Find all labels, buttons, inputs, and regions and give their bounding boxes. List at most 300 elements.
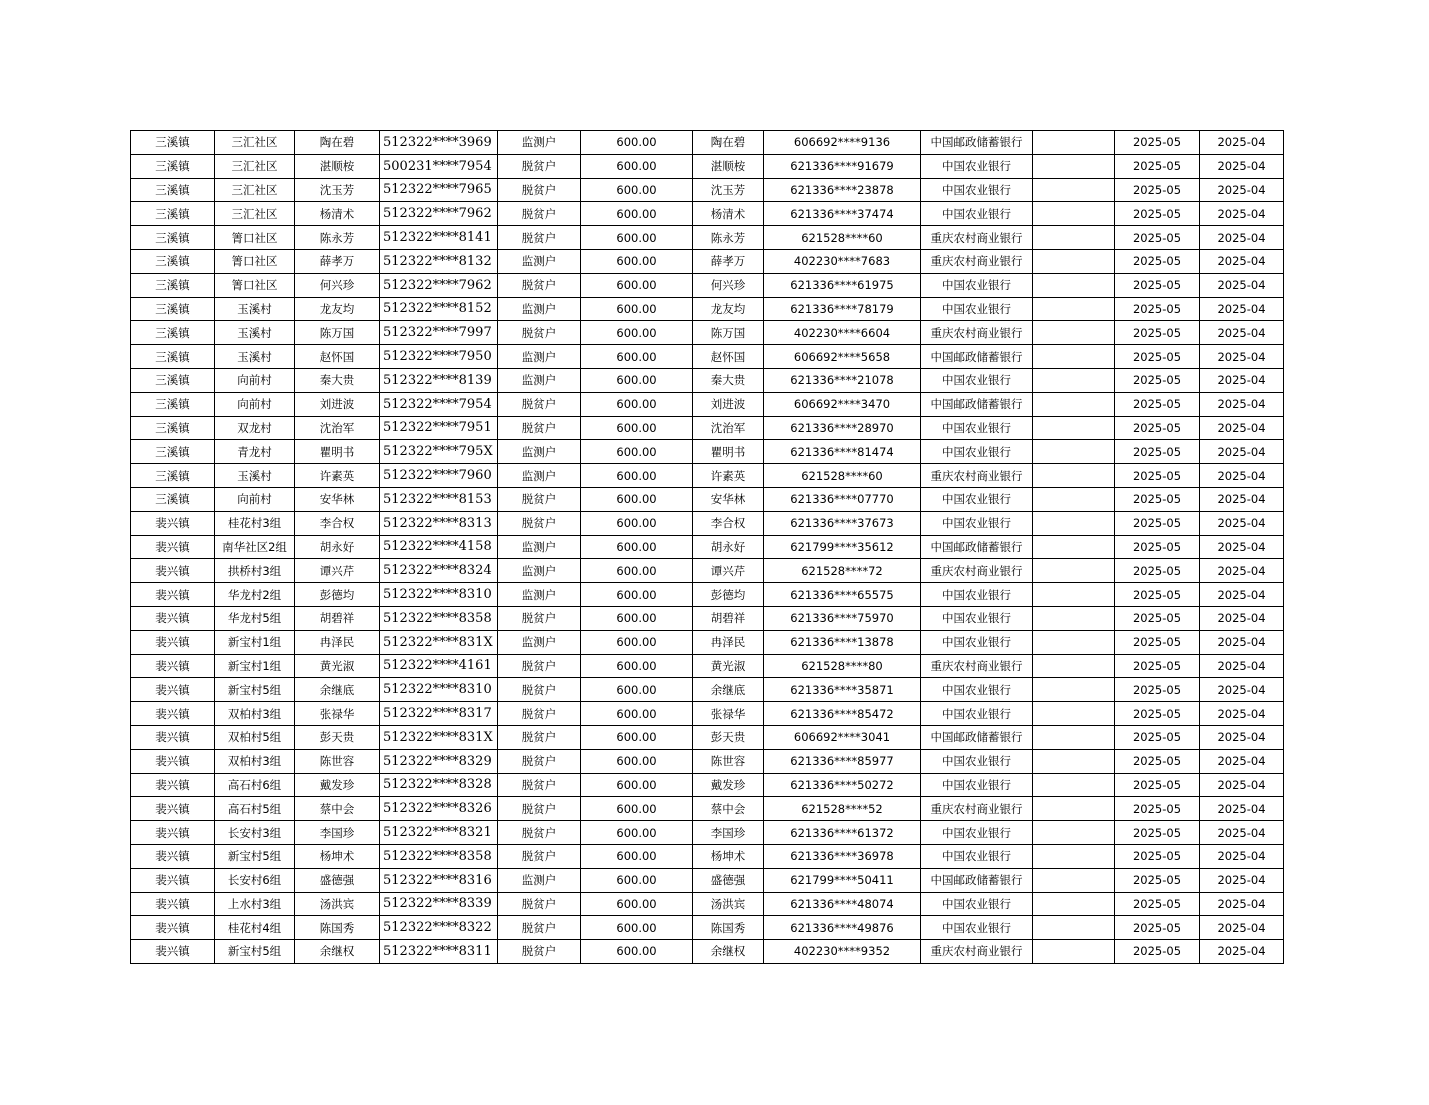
payee-cell: 胡永好 bbox=[693, 535, 764, 559]
table-row bbox=[131, 131, 1284, 155]
table-row bbox=[131, 559, 1284, 583]
household-type-cell: 监测户 bbox=[498, 368, 581, 392]
issue-month-cell: 2025-05 bbox=[1115, 368, 1200, 392]
payee-cell: 安华林 bbox=[693, 487, 764, 511]
town-cell: 三溪镇 bbox=[131, 440, 215, 464]
issue-month-cell: 2025-05 bbox=[1115, 844, 1200, 868]
payee-cell: 李合权 bbox=[693, 511, 764, 535]
town-cell: 三溪镇 bbox=[131, 345, 215, 369]
id-number-cell: 512322****8321 bbox=[380, 821, 498, 845]
village-cell: 玉溪村 bbox=[215, 321, 295, 345]
remark-cell bbox=[1033, 583, 1115, 607]
table-row bbox=[131, 606, 1284, 630]
account-number-cell: 621336****36978 bbox=[764, 844, 921, 868]
table-row bbox=[131, 868, 1284, 892]
town-cell: 裴兴镇 bbox=[131, 654, 215, 678]
id-number-cell: 512322****8141 bbox=[380, 226, 498, 250]
payee-cell: 薛孝万 bbox=[693, 249, 764, 273]
name-cell: 陶在碧 bbox=[295, 131, 380, 155]
bank-cell: 中国农业银行 bbox=[921, 630, 1033, 654]
payee-cell: 李国珍 bbox=[693, 821, 764, 845]
issue-month-cell: 2025-05 bbox=[1115, 559, 1200, 583]
account-number-cell: 621336****65575 bbox=[764, 583, 921, 607]
payee-cell: 冉泽民 bbox=[693, 630, 764, 654]
household-type-cell: 监测户 bbox=[498, 464, 581, 488]
account-number-cell: 621528****52 bbox=[764, 797, 921, 821]
period-month-cell: 2025-04 bbox=[1200, 202, 1284, 226]
remark-cell bbox=[1033, 940, 1115, 964]
amount-cell: 600.00 bbox=[581, 868, 693, 892]
period-month-cell: 2025-04 bbox=[1200, 440, 1284, 464]
town-cell: 裴兴镇 bbox=[131, 559, 215, 583]
bank-cell: 中国农业银行 bbox=[921, 773, 1033, 797]
table-body bbox=[131, 131, 1284, 964]
household-type-cell: 监测户 bbox=[498, 249, 581, 273]
village-cell: 三汇社区 bbox=[215, 178, 295, 202]
village-cell: 双柏村3组 bbox=[215, 702, 295, 726]
household-type-cell: 脱贫户 bbox=[498, 892, 581, 916]
town-cell: 裴兴镇 bbox=[131, 892, 215, 916]
amount-cell: 600.00 bbox=[581, 940, 693, 964]
town-cell: 三溪镇 bbox=[131, 487, 215, 511]
period-month-cell: 2025-04 bbox=[1200, 154, 1284, 178]
period-month-cell: 2025-04 bbox=[1200, 273, 1284, 297]
period-month-cell: 2025-04 bbox=[1200, 892, 1284, 916]
table-row bbox=[131, 345, 1284, 369]
remark-cell bbox=[1033, 440, 1115, 464]
bank-cell: 中国农业银行 bbox=[921, 154, 1033, 178]
issue-month-cell: 2025-05 bbox=[1115, 868, 1200, 892]
payee-cell: 龙友均 bbox=[693, 297, 764, 321]
bank-cell: 中国农业银行 bbox=[921, 416, 1033, 440]
payee-cell: 陶在碧 bbox=[693, 131, 764, 155]
id-number-cell: 512322****4158 bbox=[380, 535, 498, 559]
payee-cell: 余继权 bbox=[693, 940, 764, 964]
name-cell: 彭德均 bbox=[295, 583, 380, 607]
id-number-cell: 512322****7954 bbox=[380, 392, 498, 416]
amount-cell: 600.00 bbox=[581, 559, 693, 583]
town-cell: 裴兴镇 bbox=[131, 773, 215, 797]
table-row bbox=[131, 583, 1284, 607]
payee-cell: 刘进波 bbox=[693, 392, 764, 416]
remark-cell bbox=[1033, 226, 1115, 250]
village-cell: 三汇社区 bbox=[215, 154, 295, 178]
bank-cell: 中国农业银行 bbox=[921, 583, 1033, 607]
account-number-cell: 402230****7683 bbox=[764, 249, 921, 273]
household-type-cell: 脱贫户 bbox=[498, 392, 581, 416]
issue-month-cell: 2025-05 bbox=[1115, 916, 1200, 940]
table-row bbox=[131, 702, 1284, 726]
name-cell: 沈治军 bbox=[295, 416, 380, 440]
issue-month-cell: 2025-05 bbox=[1115, 940, 1200, 964]
remark-cell bbox=[1033, 678, 1115, 702]
amount-cell: 600.00 bbox=[581, 654, 693, 678]
bank-cell: 重庆农村商业银行 bbox=[921, 654, 1033, 678]
id-number-cell: 512322****7951 bbox=[380, 416, 498, 440]
remark-cell bbox=[1033, 154, 1115, 178]
id-number-cell: 512322****8139 bbox=[380, 368, 498, 392]
town-cell: 三溪镇 bbox=[131, 416, 215, 440]
village-cell: 华龙村2组 bbox=[215, 583, 295, 607]
account-number-cell: 621336****37673 bbox=[764, 511, 921, 535]
village-cell: 桂花村4组 bbox=[215, 916, 295, 940]
period-month-cell: 2025-04 bbox=[1200, 535, 1284, 559]
account-number-cell: 621336****81474 bbox=[764, 440, 921, 464]
payee-cell: 陈永芳 bbox=[693, 226, 764, 250]
bank-cell: 重庆农村商业银行 bbox=[921, 249, 1033, 273]
period-month-cell: 2025-04 bbox=[1200, 606, 1284, 630]
table-row bbox=[131, 202, 1284, 226]
name-cell: 瞿明书 bbox=[295, 440, 380, 464]
household-type-cell: 脱贫户 bbox=[498, 821, 581, 845]
issue-month-cell: 2025-05 bbox=[1115, 249, 1200, 273]
household-type-cell: 脱贫户 bbox=[498, 487, 581, 511]
amount-cell: 600.00 bbox=[581, 821, 693, 845]
issue-month-cell: 2025-05 bbox=[1115, 487, 1200, 511]
id-number-cell: 512322****831X bbox=[380, 725, 498, 749]
amount-cell: 600.00 bbox=[581, 392, 693, 416]
household-type-cell: 脱贫户 bbox=[498, 749, 581, 773]
name-cell: 何兴珍 bbox=[295, 273, 380, 297]
id-number-cell: 512322****8310 bbox=[380, 583, 498, 607]
name-cell: 龙友均 bbox=[295, 297, 380, 321]
period-month-cell: 2025-04 bbox=[1200, 511, 1284, 535]
name-cell: 黄光淑 bbox=[295, 654, 380, 678]
remark-cell bbox=[1033, 606, 1115, 630]
household-type-cell: 脱贫户 bbox=[498, 702, 581, 726]
payee-cell: 余继底 bbox=[693, 678, 764, 702]
remark-cell bbox=[1033, 131, 1115, 155]
bank-cell: 中国农业银行 bbox=[921, 178, 1033, 202]
name-cell: 薛孝万 bbox=[295, 249, 380, 273]
period-month-cell: 2025-04 bbox=[1200, 797, 1284, 821]
period-month-cell: 2025-04 bbox=[1200, 392, 1284, 416]
payee-cell: 沈治军 bbox=[693, 416, 764, 440]
household-type-cell: 监测户 bbox=[498, 440, 581, 464]
village-cell: 南华社区2组 bbox=[215, 535, 295, 559]
town-cell: 三溪镇 bbox=[131, 226, 215, 250]
id-number-cell: 512322****831X bbox=[380, 630, 498, 654]
name-cell: 冉泽民 bbox=[295, 630, 380, 654]
name-cell: 安华林 bbox=[295, 487, 380, 511]
account-number-cell: 606692****3041 bbox=[764, 725, 921, 749]
account-number-cell: 621528****72 bbox=[764, 559, 921, 583]
village-cell: 长安村3组 bbox=[215, 821, 295, 845]
village-cell: 新宝村1组 bbox=[215, 630, 295, 654]
id-number-cell: 512322****7962 bbox=[380, 273, 498, 297]
amount-cell: 600.00 bbox=[581, 226, 693, 250]
village-cell: 拱桥村3组 bbox=[215, 559, 295, 583]
issue-month-cell: 2025-05 bbox=[1115, 464, 1200, 488]
remark-cell bbox=[1033, 249, 1115, 273]
period-month-cell: 2025-04 bbox=[1200, 773, 1284, 797]
account-number-cell: 621336****21078 bbox=[764, 368, 921, 392]
town-cell: 三溪镇 bbox=[131, 368, 215, 392]
id-number-cell: 512322****8324 bbox=[380, 559, 498, 583]
household-type-cell: 脱贫户 bbox=[498, 797, 581, 821]
account-number-cell: 621336****78179 bbox=[764, 297, 921, 321]
table-row bbox=[131, 487, 1284, 511]
period-month-cell: 2025-04 bbox=[1200, 725, 1284, 749]
village-cell: 新宝村5组 bbox=[215, 940, 295, 964]
table-row bbox=[131, 630, 1284, 654]
account-number-cell: 621336****37474 bbox=[764, 202, 921, 226]
payee-cell: 陈国秀 bbox=[693, 916, 764, 940]
amount-cell: 600.00 bbox=[581, 606, 693, 630]
amount-cell: 600.00 bbox=[581, 345, 693, 369]
table-row bbox=[131, 416, 1284, 440]
name-cell: 陈世容 bbox=[295, 749, 380, 773]
id-number-cell: 512322****8329 bbox=[380, 749, 498, 773]
bank-cell: 中国邮政储蓄银行 bbox=[921, 392, 1033, 416]
payee-cell: 湛顺桉 bbox=[693, 154, 764, 178]
amount-cell: 600.00 bbox=[581, 154, 693, 178]
id-number-cell: 512322****3969 bbox=[380, 131, 498, 155]
period-month-cell: 2025-04 bbox=[1200, 249, 1284, 273]
payee-cell: 彭德均 bbox=[693, 583, 764, 607]
table-row bbox=[131, 725, 1284, 749]
amount-cell: 600.00 bbox=[581, 297, 693, 321]
town-cell: 三溪镇 bbox=[131, 131, 215, 155]
name-cell: 蔡中会 bbox=[295, 797, 380, 821]
name-cell: 余继权 bbox=[295, 940, 380, 964]
amount-cell: 600.00 bbox=[581, 487, 693, 511]
issue-month-cell: 2025-05 bbox=[1115, 392, 1200, 416]
table-row bbox=[131, 535, 1284, 559]
bank-cell: 中国农业银行 bbox=[921, 844, 1033, 868]
account-number-cell: 621336****50272 bbox=[764, 773, 921, 797]
remark-cell bbox=[1033, 202, 1115, 226]
household-type-cell: 脱贫户 bbox=[498, 844, 581, 868]
account-number-cell: 621336****49876 bbox=[764, 916, 921, 940]
period-month-cell: 2025-04 bbox=[1200, 654, 1284, 678]
town-cell: 裴兴镇 bbox=[131, 511, 215, 535]
bank-cell: 中国农业银行 bbox=[921, 511, 1033, 535]
issue-month-cell: 2025-05 bbox=[1115, 678, 1200, 702]
id-number-cell: 512322****8328 bbox=[380, 773, 498, 797]
issue-month-cell: 2025-05 bbox=[1115, 606, 1200, 630]
amount-cell: 600.00 bbox=[581, 773, 693, 797]
amount-cell: 600.00 bbox=[581, 678, 693, 702]
village-cell: 三汇社区 bbox=[215, 202, 295, 226]
name-cell: 赵怀国 bbox=[295, 345, 380, 369]
amount-cell: 600.00 bbox=[581, 535, 693, 559]
household-type-cell: 监测户 bbox=[498, 630, 581, 654]
table-row bbox=[131, 226, 1284, 250]
town-cell: 三溪镇 bbox=[131, 178, 215, 202]
name-cell: 彭天贵 bbox=[295, 725, 380, 749]
village-cell: 新宝村1组 bbox=[215, 654, 295, 678]
household-type-cell: 监测户 bbox=[498, 868, 581, 892]
village-cell: 三汇社区 bbox=[215, 131, 295, 155]
issue-month-cell: 2025-05 bbox=[1115, 297, 1200, 321]
period-month-cell: 2025-04 bbox=[1200, 940, 1284, 964]
table-row bbox=[131, 178, 1284, 202]
issue-month-cell: 2025-05 bbox=[1115, 630, 1200, 654]
name-cell: 秦大贵 bbox=[295, 368, 380, 392]
amount-cell: 600.00 bbox=[581, 702, 693, 726]
village-cell: 双柏村5组 bbox=[215, 725, 295, 749]
amount-cell: 600.00 bbox=[581, 583, 693, 607]
town-cell: 裴兴镇 bbox=[131, 583, 215, 607]
remark-cell bbox=[1033, 321, 1115, 345]
remark-cell bbox=[1033, 368, 1115, 392]
id-number-cell: 512322****8322 bbox=[380, 916, 498, 940]
payee-cell: 胡碧祥 bbox=[693, 606, 764, 630]
bank-cell: 重庆农村商业银行 bbox=[921, 226, 1033, 250]
name-cell: 湛顺桉 bbox=[295, 154, 380, 178]
household-type-cell: 脱贫户 bbox=[498, 654, 581, 678]
amount-cell: 600.00 bbox=[581, 416, 693, 440]
name-cell: 陈国秀 bbox=[295, 916, 380, 940]
village-cell: 新宝村5组 bbox=[215, 678, 295, 702]
remark-cell bbox=[1033, 773, 1115, 797]
town-cell: 裴兴镇 bbox=[131, 702, 215, 726]
table-row bbox=[131, 273, 1284, 297]
bank-cell: 中国农业银行 bbox=[921, 892, 1033, 916]
issue-month-cell: 2025-05 bbox=[1115, 749, 1200, 773]
id-number-cell: 512322****8311 bbox=[380, 940, 498, 964]
remark-cell bbox=[1033, 416, 1115, 440]
id-number-cell: 512322****8339 bbox=[380, 892, 498, 916]
amount-cell: 600.00 bbox=[581, 202, 693, 226]
village-cell: 高石村5组 bbox=[215, 797, 295, 821]
household-type-cell: 脱贫户 bbox=[498, 940, 581, 964]
town-cell: 裴兴镇 bbox=[131, 535, 215, 559]
payee-cell: 沈玉芳 bbox=[693, 178, 764, 202]
village-cell: 新宝村5组 bbox=[215, 844, 295, 868]
payee-cell: 许素英 bbox=[693, 464, 764, 488]
period-month-cell: 2025-04 bbox=[1200, 583, 1284, 607]
name-cell: 李合权 bbox=[295, 511, 380, 535]
account-number-cell: 621336****13878 bbox=[764, 630, 921, 654]
amount-cell: 600.00 bbox=[581, 249, 693, 273]
household-type-cell: 监测户 bbox=[498, 297, 581, 321]
period-month-cell: 2025-04 bbox=[1200, 345, 1284, 369]
remark-cell bbox=[1033, 297, 1115, 321]
account-number-cell: 621336****75970 bbox=[764, 606, 921, 630]
village-cell: 高石村6组 bbox=[215, 773, 295, 797]
remark-cell bbox=[1033, 464, 1115, 488]
id-number-cell: 512322****8358 bbox=[380, 844, 498, 868]
bank-cell: 重庆农村商业银行 bbox=[921, 559, 1033, 583]
id-number-cell: 512322****8316 bbox=[380, 868, 498, 892]
remark-cell bbox=[1033, 844, 1115, 868]
payee-cell: 杨清术 bbox=[693, 202, 764, 226]
period-month-cell: 2025-04 bbox=[1200, 416, 1284, 440]
account-number-cell: 606692****5658 bbox=[764, 345, 921, 369]
household-type-cell: 监测户 bbox=[498, 345, 581, 369]
issue-month-cell: 2025-05 bbox=[1115, 892, 1200, 916]
household-type-cell: 脱贫户 bbox=[498, 773, 581, 797]
name-cell: 胡碧祥 bbox=[295, 606, 380, 630]
name-cell: 余继底 bbox=[295, 678, 380, 702]
payee-cell: 谭兴芹 bbox=[693, 559, 764, 583]
bank-cell: 重庆农村商业银行 bbox=[921, 464, 1033, 488]
bank-cell: 中国邮政储蓄银行 bbox=[921, 535, 1033, 559]
id-number-cell: 512322****8132 bbox=[380, 249, 498, 273]
account-number-cell: 606692****9136 bbox=[764, 131, 921, 155]
payee-cell: 张禄华 bbox=[693, 702, 764, 726]
amount-cell: 600.00 bbox=[581, 749, 693, 773]
name-cell: 张禄华 bbox=[295, 702, 380, 726]
id-number-cell: 512322****795X bbox=[380, 440, 498, 464]
village-cell: 华龙村5组 bbox=[215, 606, 295, 630]
name-cell: 李国珍 bbox=[295, 821, 380, 845]
household-type-cell: 脱贫户 bbox=[498, 154, 581, 178]
bank-cell: 中国邮政储蓄银行 bbox=[921, 345, 1033, 369]
bank-cell: 中国邮政储蓄银行 bbox=[921, 131, 1033, 155]
table-row bbox=[131, 821, 1284, 845]
period-month-cell: 2025-04 bbox=[1200, 844, 1284, 868]
bank-cell: 中国农业银行 bbox=[921, 202, 1033, 226]
name-cell: 盛德强 bbox=[295, 868, 380, 892]
town-cell: 三溪镇 bbox=[131, 321, 215, 345]
town-cell: 裴兴镇 bbox=[131, 606, 215, 630]
name-cell: 戴发珍 bbox=[295, 773, 380, 797]
period-month-cell: 2025-04 bbox=[1200, 749, 1284, 773]
remark-cell bbox=[1033, 630, 1115, 654]
account-number-cell: 621336****61975 bbox=[764, 273, 921, 297]
id-number-cell: 512322****4161 bbox=[380, 654, 498, 678]
payee-cell: 汤洪宾 bbox=[693, 892, 764, 916]
remark-cell bbox=[1033, 535, 1115, 559]
remark-cell bbox=[1033, 559, 1115, 583]
bank-cell: 重庆农村商业银行 bbox=[921, 940, 1033, 964]
household-type-cell: 脱贫户 bbox=[498, 606, 581, 630]
table-row bbox=[131, 940, 1284, 964]
table-row bbox=[131, 249, 1284, 273]
id-number-cell: 512322****8310 bbox=[380, 678, 498, 702]
payee-cell: 黄光淑 bbox=[693, 654, 764, 678]
account-number-cell: 606692****3470 bbox=[764, 392, 921, 416]
amount-cell: 600.00 bbox=[581, 797, 693, 821]
bank-cell: 中国农业银行 bbox=[921, 440, 1033, 464]
remark-cell bbox=[1033, 392, 1115, 416]
account-number-cell: 621336****23878 bbox=[764, 178, 921, 202]
bank-cell: 中国农业银行 bbox=[921, 678, 1033, 702]
id-number-cell: 512322****7965 bbox=[380, 178, 498, 202]
town-cell: 裴兴镇 bbox=[131, 916, 215, 940]
village-cell: 箐口社区 bbox=[215, 226, 295, 250]
remark-cell bbox=[1033, 654, 1115, 678]
period-month-cell: 2025-04 bbox=[1200, 464, 1284, 488]
remark-cell bbox=[1033, 273, 1115, 297]
name-cell: 谭兴芹 bbox=[295, 559, 380, 583]
bank-cell: 中国农业银行 bbox=[921, 297, 1033, 321]
village-cell: 向前村 bbox=[215, 487, 295, 511]
id-number-cell: 500231****7954 bbox=[380, 154, 498, 178]
issue-month-cell: 2025-05 bbox=[1115, 583, 1200, 607]
town-cell: 三溪镇 bbox=[131, 202, 215, 226]
period-month-cell: 2025-04 bbox=[1200, 678, 1284, 702]
amount-cell: 600.00 bbox=[581, 630, 693, 654]
payee-cell: 彭天贵 bbox=[693, 725, 764, 749]
period-month-cell: 2025-04 bbox=[1200, 297, 1284, 321]
table-row bbox=[131, 464, 1284, 488]
account-number-cell: 402230****9352 bbox=[764, 940, 921, 964]
village-cell: 玉溪村 bbox=[215, 345, 295, 369]
payee-cell: 陈世容 bbox=[693, 749, 764, 773]
account-number-cell: 621336****48074 bbox=[764, 892, 921, 916]
remark-cell bbox=[1033, 178, 1115, 202]
table-row bbox=[131, 154, 1284, 178]
payee-cell: 杨坤术 bbox=[693, 844, 764, 868]
bank-cell: 中国农业银行 bbox=[921, 368, 1033, 392]
table-row bbox=[131, 678, 1284, 702]
amount-cell: 600.00 bbox=[581, 725, 693, 749]
table-row bbox=[131, 773, 1284, 797]
